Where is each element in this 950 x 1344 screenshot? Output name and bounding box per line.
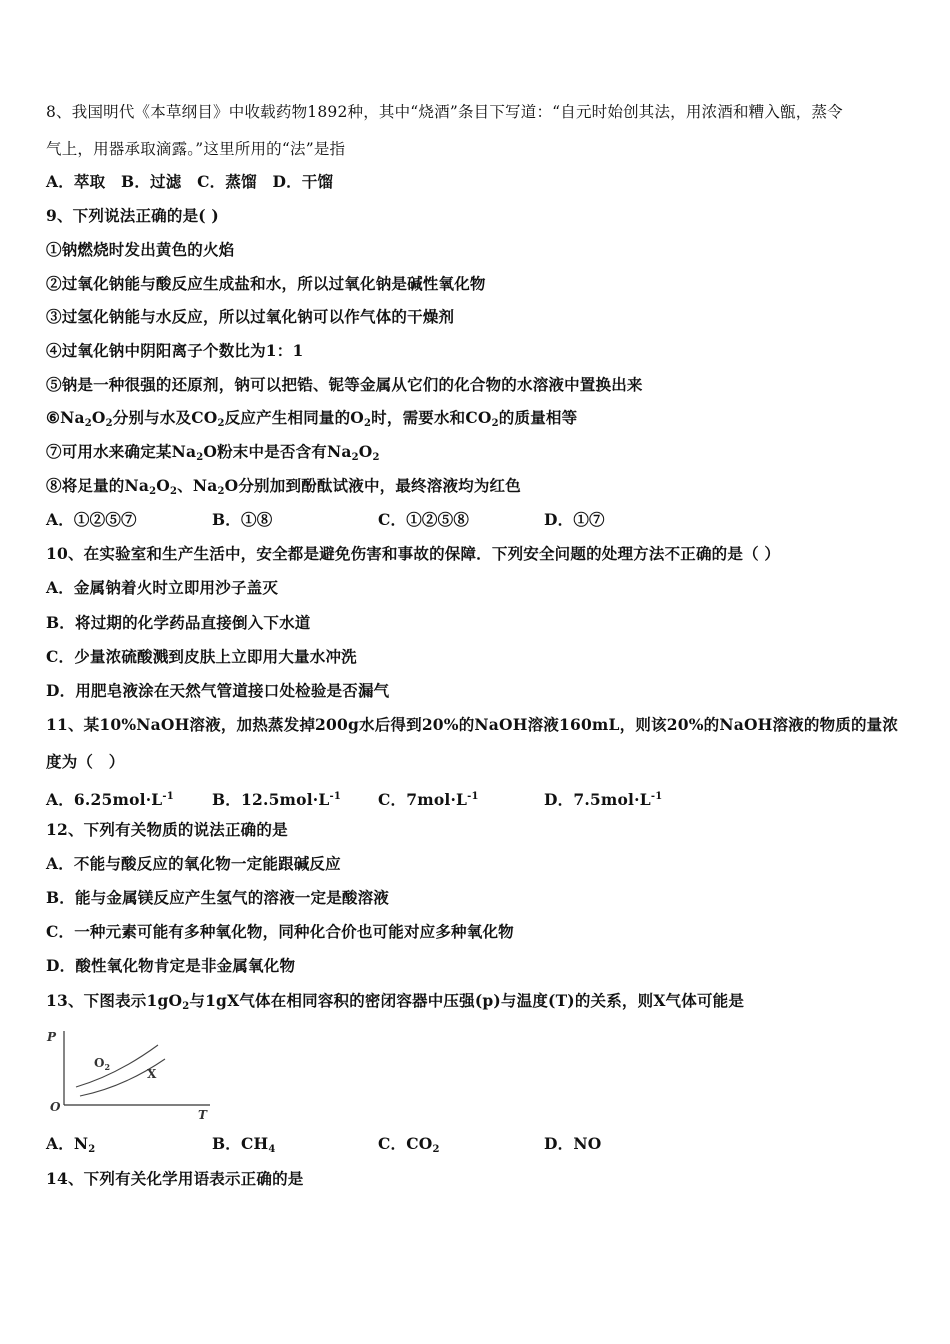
y-axis-label: P	[47, 1030, 57, 1044]
q12-option-b: B．能与金属镁反应产生氢气的溶液一定是酸溶液	[46, 888, 390, 907]
q10-option-a: A．金属钠着火时立即用沙子盖灭	[46, 578, 279, 597]
q11-option-d: D．$7.5mol\cdot L^{-1}$	[544, 790, 663, 809]
q10-stem: 10、在实验室和生产生活中，安全都是避免伤害和事故的保障．下列安全问题的处理方法不正确的是（ ）	[46, 544, 781, 563]
q9-statement-8: ⑧将足量的$Na_2O_2$、$Na_2O$分别加到酚酞试液中，最终溶液均为红色	[46, 476, 521, 497]
q12-option-c: C．一种元素可能有多种氧化物，同种化合价也可能对应多种氧化物	[46, 922, 514, 941]
q10-option-c: C．少量浓硫酸溅到皮肤上立即用大量水冲洗	[46, 647, 357, 666]
q9-stem: 9、下列说法正确的是( )	[46, 206, 219, 225]
q14-stem: 14、下列有关化学用语表示正确的是	[46, 1169, 304, 1188]
q13-option-d: D．NO	[544, 1134, 602, 1153]
o2-curve-label: $O_2$	[94, 1056, 111, 1072]
q9-statement-4: ④过氧化钠中阴阳离子个数比为1：1	[46, 341, 304, 360]
q8-line2: 气上，用器承取滴露。”这里所用的“法”是指	[46, 140, 346, 158]
q12-option-d: D．酸性氧化物肯定是非金属氧化物	[46, 956, 296, 975]
q13-option-a: A．$N_2$	[46, 1134, 96, 1155]
q8-options: A．萃取 B．过滤 C．蒸馏 D．干馏	[46, 172, 334, 191]
q9-option-a: A．①②⑤⑦	[46, 510, 137, 529]
x-axis-label: T	[198, 1108, 207, 1120]
q9-option-b: B．①⑧	[212, 510, 273, 529]
q11-options	[46, 787, 710, 810]
q9-statement-6: $⑥Na_2O_2$分别与水及$CO_2$反应产生相同量的$O_2$时，需要水和$CO_2$的质量相等	[46, 408, 578, 429]
q10-option-b: B．将过期的化学药品直接倒入下水道	[46, 613, 311, 632]
q13-stem: 13、下图表示$1gO_2$与1gX气体在相同容积的密闭容器中压强(p)与温度(T)的关系，则X气体可能是	[46, 991, 745, 1012]
origin-label: O	[50, 1100, 61, 1114]
pressure-temperature-graph	[42, 1025, 222, 1120]
q12-option-a: A．不能与酸反应的氧化物一定能跟碱反应	[46, 854, 341, 873]
q9-options	[46, 510, 710, 530]
q9-option-c: C．①②⑤⑧	[378, 510, 470, 529]
q9-statement-1: ①钠燃烧时发出黄色的火焰	[46, 240, 235, 259]
q8-line1: 8、我国明代《本草纲目》中收载药物1892种，其中“烧酒”条目下写道：“自元时始创其法，用浓酒和糟入甑，蒸令	[46, 103, 843, 121]
q11-option-a: A．$6.25mol\cdot L^{-1}$	[46, 790, 174, 809]
q13-option-b: B．$CH_4$	[212, 1134, 276, 1155]
q9-statement-2: ②过氧化钠能与酸反应生成盐和水，所以过氧化钠是碱性氧化物	[46, 274, 486, 293]
q9-statement-5: ⑤钠是一种很强的还原剂，钠可以把锆、铌等金属从它们的化合物的水溶液中置换出来	[46, 375, 643, 394]
q12-stem: 12、下列有关物质的说法正确的是	[46, 820, 288, 839]
q11-line2: 度为（ ）	[46, 752, 125, 771]
q10-option-d: D．用肥皂液涂在天然气管道接口处检验是否漏气	[46, 681, 390, 700]
q9-statement-7: ⑦可用水来确定某$Na_2O$粉末中是否含有$Na_2O_2$	[46, 442, 380, 463]
q13-options	[46, 1134, 710, 1160]
q11-option-c: C．$7mol\cdot L^{-1}$	[378, 790, 479, 809]
q13-option-c: C．$CO_2$	[378, 1134, 440, 1155]
q11-line1: 11、某10%NaOH溶液，加热蒸发掉200g水后得到20%的NaOH溶液160mL，则该20%的NaOH溶液的物质的量浓	[46, 715, 899, 734]
x-curve-label: X	[147, 1067, 157, 1081]
q11-option-b: B．$12.5mol\cdot L^{-1}$	[212, 790, 341, 809]
o2-curve	[76, 1045, 158, 1087]
q9-option-d: D．①⑦	[544, 510, 605, 529]
q9-statement-3: ③过氢化钠能与水反应，所以过氧化钠可以作气体的干燥剂	[46, 307, 455, 326]
